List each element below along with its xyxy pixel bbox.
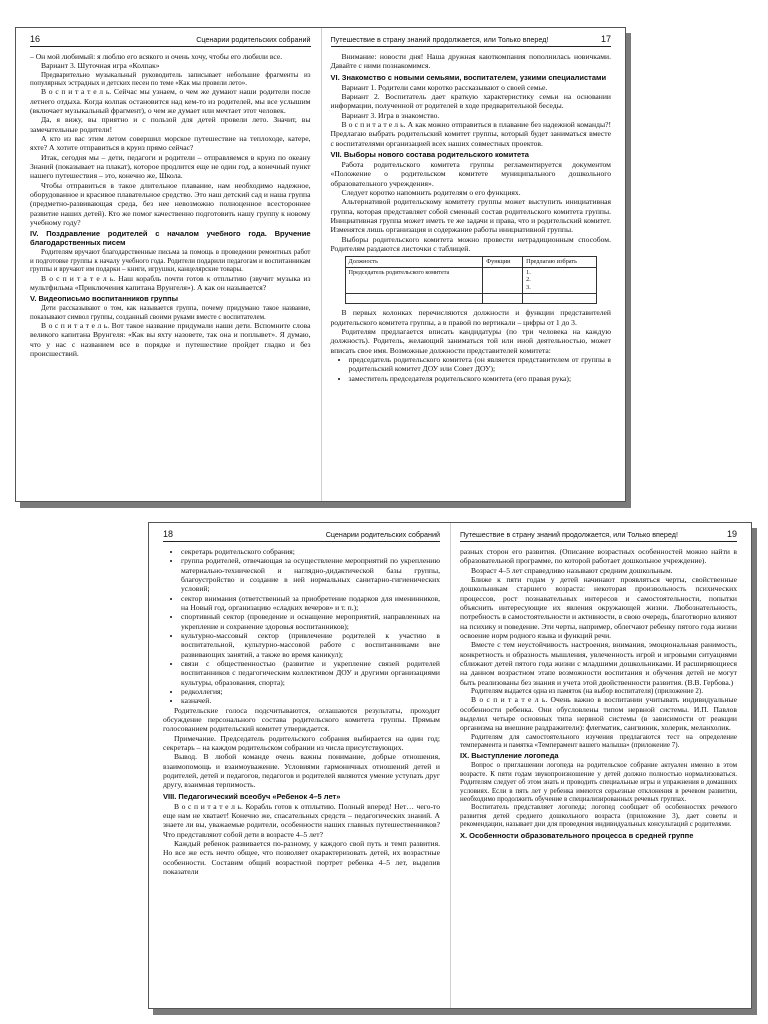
paragraph-group [331,308,612,355]
paragraph: Внимание: новости дня! Наша дружная каюткомпания пополнилась новичками. Давайте с ними познакомимся. [330,52,611,71]
paragraph-group [331,160,612,253]
paragraph-group [460,761,737,828]
paragraph: Воспитатель представляет логопеда; логопед сообщает об особенностях речевого развития детей среднего дошкольного возраста (приложение 3), дает советы и рекомендации, называет дни для проведения индивидуальных консультаций с родителями. [460,803,737,829]
paragraph: Предварительно музыкальный руководитель записывает небольшие фрагменты из популярных эстрадных и детских песен по теме «Как мы провели лето». [30,70,311,88]
page-text [163,547,440,876]
page-text [331,52,612,383]
list-item: • заместитель председателя родительского комитета (его правая рука); [349,374,612,383]
section-heading: IX. Выступление логопеда [460,751,559,761]
page-text [460,547,737,840]
section-heading: VIII. Педагогический всеобуч «Ребенок 4–5 лет» [163,791,341,801]
list-item: • редколлегия; [181,687,440,696]
section-heading: VI. Знакомство с новыми семьями, воспитателем, узкими специалистами [330,72,607,82]
candidate-slot: 3. [526,284,531,292]
running-head-title: Сценарии родительских собраний [196,35,311,44]
paragraph: Вариант 1. Родители сами коротко рассказывают о своей семье. [341,82,548,92]
paragraph: Работа родительского комитета группы регламентируется документом «Положение о родительском комитете муниципального дошкольного образовательного учреждения». [330,159,611,188]
paragraph: Вариант 2. Воспитатель дает краткую характеристику семьи на основании информации, полученной от родителей в ходе предварительной беседы. [330,91,611,111]
paragraph-group [331,52,612,71]
paragraph-group [30,304,311,358]
paragraph: Выборы родительского комитета можно провести нетрадиционным способом. Родителям раздаются листочки с таблицей. [330,234,611,253]
page-16 [16,28,321,501]
paragraph: разных сторон его развития. (Описание возрастных особенностей можно найти в образовательной программе, по которой работает дошкольное учреждение). [460,547,737,566]
paragraph: Вариант 3. Игра в знакомство. [341,110,440,120]
paragraph: Чтобы отправиться в такое длительное плавание, нам необходимо надежное, оборудованное и красивое плавательное средство. Это наш детский сад и наша группа (предметно-развивающая среда, без нее невозможно полноценное всестороннее развитие наших детей). Кто же помог качественно подготовить нашу группу к новому учебному году? [30,180,311,228]
table-cell-empty [523,293,597,304]
paragraph: А кто из вас этим летом совершил морское путешествие на теплоходе, катере, яхте? А хотите отправиться в круиз прямо сейчас? [30,134,311,153]
paragraph: В о с п и т а т е л ь. Сейчас мы узнаем, о чем же думают наши родители после летнего отдыха. Когда колпак остановится над кем-то из родителей, мы все услышим (включает музыкальный фрагмент), о чем же думает или мечтает этот человек. [30,87,311,116]
table-cell-candidates [523,267,597,293]
paragraph: В о с п и т а т е л ь. Наш корабль почти готов к отплытию (звучит музыка из мультфильма «Приключения капитана Врунгеля»). А как он называется? [30,273,311,292]
page-number: 19 [726,529,737,539]
candidate-slot: 2. [526,276,531,284]
table-cell-position: Председатель родительского комитета [345,267,483,293]
book-spread-pages-16-17 [15,27,626,502]
page-number: 17 [600,34,611,44]
book-spread-pages-18-19 [148,522,752,1009]
paragraph: В о с п и т а т е л ь. Корабль готов к отплытию. Полный вперед! Нет… чего-то еще нам не хватает! Конечно же, спасательных средств – педагогических знаний. А знаете ли вы, уважаемые родители, особенности наших главных путешественников? Что представляют собой дети в возрасте 4–5 лет? [163,801,440,839]
list-item: • связи с общественностью (развитие и укрепление связей родителей воспитанников с педагогическим коллективом ДОУ и другими организациями культуры, образования, спорта); [181,659,440,687]
paragraph: Итак, сегодня мы – дети, педагоги и родители – отправляемся в круиз по океану Знаний (показывает на плакат), которое продлится еще не один год, а конечный пункт нашего путешествия – это, конечно же, Школа. [30,152,311,181]
paragraph: В о с п и т а т е л ь. Очень важно в воспитании учитывать индивидуальные особенности ребенка. Они обусловлены типом нервной системы. И.П. Павлов выделил четыре основных типа нервной системы (в зависимости от реакции организма на внешние раздражители): флегматик, сангвиник, холерик, меланхолик. [460,695,737,733]
paragraph: В первых колонках перечисляются должности и функции представителей родительского комитета группы, а в правой по вертикали – цифры от 1 до 3. [330,308,611,327]
list-item: • сектор внимания (ответственный за приобретение подарков для именинников, на Новый год, организацию «сладких вечеров» и т. п.); [181,594,440,613]
table-cell-functions [483,267,523,293]
running-header [163,529,440,542]
paragraph: Родителям вручают благодарственные письма за помощь в проведении ремонтных работ и подготовке группы к началу учебного года. Родители подарили педагогам и воспитанникам группы и вручают им подарки – книги, игрушки, канцелярские товары. [30,248,311,274]
table-cell-empty [483,293,523,304]
paragraph: – Он мой любимый: я люблю его всякого и очень хочу, чтобы его любили все. [30,52,283,61]
paragraph-group [30,248,311,292]
list-item: • культурно-массовый сектор (привлечение родителей к участию в воспитательной, культурно-массовой работе с воспитанниками вне развивающих занятий, а также во время каникул); [181,631,440,659]
table-header-row [345,257,596,268]
running-head-title: Сценарии родительских собраний [325,530,440,539]
list-item: • председатель родительского комитета (он является представителем от группы в родительский комитет ДОУ или Совет ДОУ); [349,355,612,374]
section-heading: X. Особенности образовательного процесса в средней группе [460,830,694,840]
running-header [331,34,612,47]
section-heading: V. Видеописьмо воспитанников группы [30,294,179,304]
paragraph: Ближе к пяти годам у детей начинают проявляться черты, свойственные дошкольникам старшего возраста: некоторая произвольность психических процессов, рост познавательных интересов и самостоятельности, попытки объяснить интересующие их явления окружающей жизни. Любознательность, потребность в самостоятельности и активности, в свою очередь, благотворно влияют на психику и поведение. Эти черты, например, облегчают ребенку пятого года жизни освоение норм родного языка и функций речи. [460,574,737,640]
page-text [30,52,311,358]
paragraph: Вывод. В любой команде очень важны понимание, добрые отношения, взаимопомощь и взаимоуважение. Условиями гармоничных отношений детей и родителей, детей и педагогов, педагогов и родителей являются умение уступать друг другу, взаимная терпимость. [163,752,440,790]
paragraph: Примечание. Председатель родительского собрания выбирается на один год; секретарь – на каждом родительском собрании из числа присутствующих. [163,733,440,752]
list-item: • спортивный сектор (проведение и оснащение мероприятий, направленных на укрепление и сохранение здоровья воспитанников); [181,612,440,631]
paragraph: Вариант 3. Шуточная игра «Колпак» [41,61,160,71]
paragraph-group [460,547,737,749]
table-row [345,293,596,304]
page-17 [321,28,626,501]
paragraph: В о с п и т а т е л ь. Вот такое название придумали наши дети. Вспомните слова великого капитана Врунгеля: «Как вы яхту назовете, так она и поплывет». Я думаю, что у нас с названием все в порядке и путешествие пройдет гладко и без происшествий. [30,320,311,358]
paragraph: Вопрос о приглашении логопеда на родительское собрание актуален именно в этом возрасте. К пяти годам звукопроизношение у детей должно полностью нормализоваться. Родителям следует об этом знать и проводить специальные игры и упражнения в домашних условиях. Если в пять лет у ребенка имеются серьезные отклонения в речевом развитии, необходимо продолжить обучение в специализированных речевых группах. [460,761,737,803]
page-18 [149,523,450,1008]
paragraph: Каждый ребенок развивается по-разному, у каждого свой путь и темп развития. Но все же есть нечто общее, что позволяет охарактеризовать детей, их возрастные особенности. Составим общий возрастной портрет ребенка 4–5 лет, выделив показатели [163,838,440,876]
list-item: • казначей. [181,696,440,705]
list-item: • группа родителей, отвечающая за осуществление мероприятий по укреплению материально-технической и наглядно-дидактической базы группы, благоустройство и создание в ней нормальных санитарно-гигиенических условий; [181,556,440,593]
running-head-title: Путешествие в страну знаний продолжается, или Только вперед! [330,35,549,44]
paragraph: Вместе с тем неустойчивость настроения, внимания, эмоциональная ранимость, конкретность и образность мышления, увлеченность игрой и игровыми ситуациями сближают детей пятого года жизни с младшими дошкольниками. И расширяющиеся на данном возрастном этапе возможности воспитания и обучения детей не могут быть реализованы без знания и учета этой двойственности развития. (В.В. Гербова.) [460,640,737,687]
table-header-cell: Функции [483,257,523,268]
running-head-title: Путешествие в страну знаний продолжается, или Только вперед! [460,530,678,539]
bullet-list [331,355,612,383]
bullet-list [163,547,440,706]
paragraph-group [30,52,311,227]
section-heading: IV. Поздравление родителей с началом учебного года. Вручение благодарственных писем [30,229,311,248]
page-number: 18 [163,529,174,539]
paragraph: Родителям выдается одна из памяток (на выбор воспитателя) (приложение 2). [471,686,703,695]
paragraph: Возраст 4–5 лет справедливо называют средним дошкольным. [471,565,673,575]
candidate-slot: 1. [526,268,531,276]
paragraph: Следует коротко напомнить родителям о его функциях. [341,187,521,197]
paragraph: Да, я вижу, вы приятно и с пользой для детей провели лето. Значит, вы замечательные родители! [30,115,311,134]
running-header [30,34,311,47]
table-header-cell: Должность [345,257,483,268]
paragraph: Дети рассказывают о том, как называется группа, почему придумано такое название, показывают символ группы, созданный своими руками вместе с воспитателем. [30,304,311,321]
section-heading: VII. Выборы нового состава родительского комитета [330,149,529,159]
paragraph: В о с п и т а т е л ь. А как можно отправиться в плавание без надежной команды?! Предлагаю выбрать родительский комитет группы, который будет заниматься вместе с воспитателями организацией всех наших совместных проектов. [330,119,611,148]
running-header [460,529,737,542]
paragraph: Родительские голоса подсчитываются, оглашаются результаты, проходит обсуждение персонального состава родительского комитета группы. Прямым голосованием родительский комитет утверждается. [163,705,440,734]
paragraph: Альтернативой родительскому комитету группы может выступить инициативная группа, которая представляет собой сменный состав родительского комитета группы. Инициативная группа может иметь те же задачи и права, что и родительский комитет. Изменятся лишь организация и содержание работы инициативной группы. [330,197,611,235]
paragraph: Родителям для самостоятельного изучения предлагаются тест на определение темперамента и памятка «Темперамент вашего малыша» (приложение 7). [460,732,737,750]
paragraph-group [331,83,612,148]
paragraph-group [163,802,440,877]
page-19 [450,523,751,1008]
table-header-cell: Предлагаю избрать [523,257,597,268]
paragraph: Родителям предлагается вписать кандидатуры (по три человека на каждую должность). Родитель, желающий заниматься той или иной деятельностью, может вписать свое имя. Возможные должности представителей комитета: [330,327,611,355]
paragraph-group [163,706,440,790]
committee-ballot-table [345,256,597,304]
table-row [345,267,596,293]
table-cell-empty [345,293,483,304]
page-number: 16 [30,34,41,44]
list-item: • секретарь родительского собрания; [181,547,440,556]
